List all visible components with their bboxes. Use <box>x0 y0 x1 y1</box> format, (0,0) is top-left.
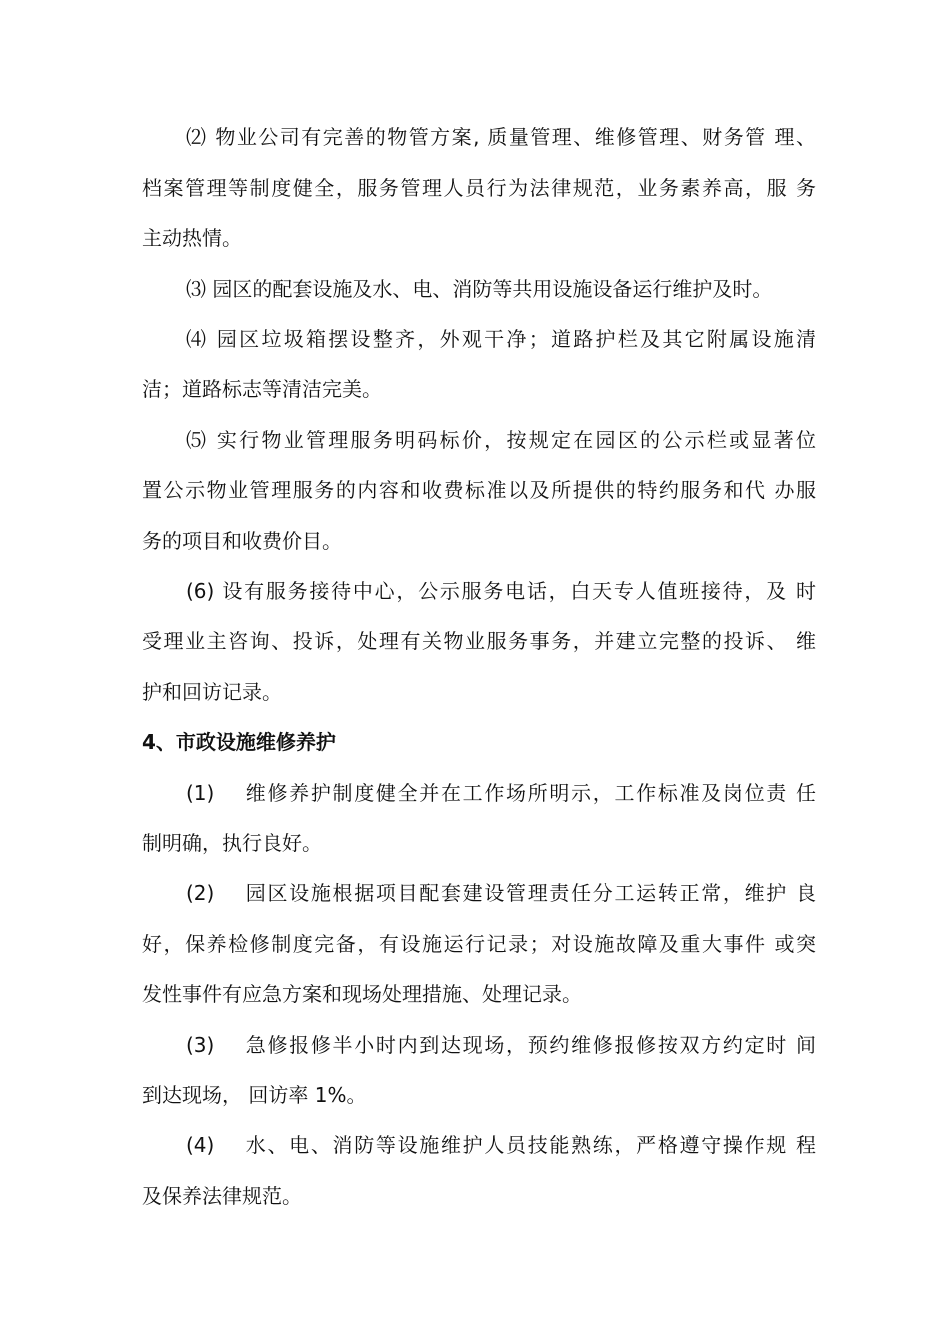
paragraph-line: (1) 维修养护制度健全并在工作场所明示，工作标准及岗位责 任 <box>186 781 816 805</box>
paragraph-line: ⑸ 实行物业管理服务明码标价，按规定在园区的公示栏或显著位 <box>186 428 816 452</box>
paragraph-line: (4) 水、电、消防等设施维护人员技能熟练，严格遵守操作规 程 <box>186 1133 816 1157</box>
paragraph-line: (6) 设有服务接待中心，公示服务电话，白天专人值班接待，及 时 <box>186 579 816 603</box>
section-heading: 4、市政设施维修养护 <box>142 730 336 754</box>
paragraph-line: 好，保养检修制度完备，有设施运行记录；对设施故障及重大事件 或突 <box>142 932 816 956</box>
paragraph-line: 制明确，执行良好。 <box>142 831 322 855</box>
paragraph-line: 及保养法律规范。 <box>142 1184 302 1208</box>
paragraph-line: 护和回访记录。 <box>142 680 282 704</box>
paragraph-line: 洁；道路标志等清洁完美。 <box>142 377 382 401</box>
paragraph-line: 档案管理等制度健全，服务管理人员行为法律规范，业务素养高，服 务 <box>142 176 816 200</box>
paragraph-line: 务的项目和收费价目。 <box>142 529 342 553</box>
paragraph-line: ⑷ 园区垃圾箱摆设整齐，外观干净；道路护栏及其它附属设施清 <box>186 327 816 351</box>
paragraph-line: ⑵ 物业公司有完善的物管方案, 质量管理、维修管理、财务管 理、 <box>186 125 816 149</box>
paragraph-line: ⑶ 园区的配套设施及水、电、消防等共用设施设备运行维护及时。 <box>186 277 773 301</box>
paragraph-line: 置公示物业管理服务的内容和收费标准以及所提供的特约服务和代 办服 <box>142 478 816 502</box>
paragraph-line: 主动热情。 <box>142 226 242 250</box>
paragraph-line: (2) 园区设施根据项目配套建设管理责任分工运转正常，维护 良 <box>186 881 816 905</box>
paragraph-line: (3) 急修报修半小时内到达现场，预约维修报修按双方约定时 间 <box>186 1033 816 1057</box>
paragraph-line: 受理业主咨询、投诉，处理有关物业服务事务，并建立完整的投诉、 维 <box>142 629 816 653</box>
paragraph-line: 到达现场， 回访率 1%。 <box>142 1083 367 1107</box>
paragraph-line: 发性事件有应急方案和现场处理措施、处理记录。 <box>142 982 582 1006</box>
